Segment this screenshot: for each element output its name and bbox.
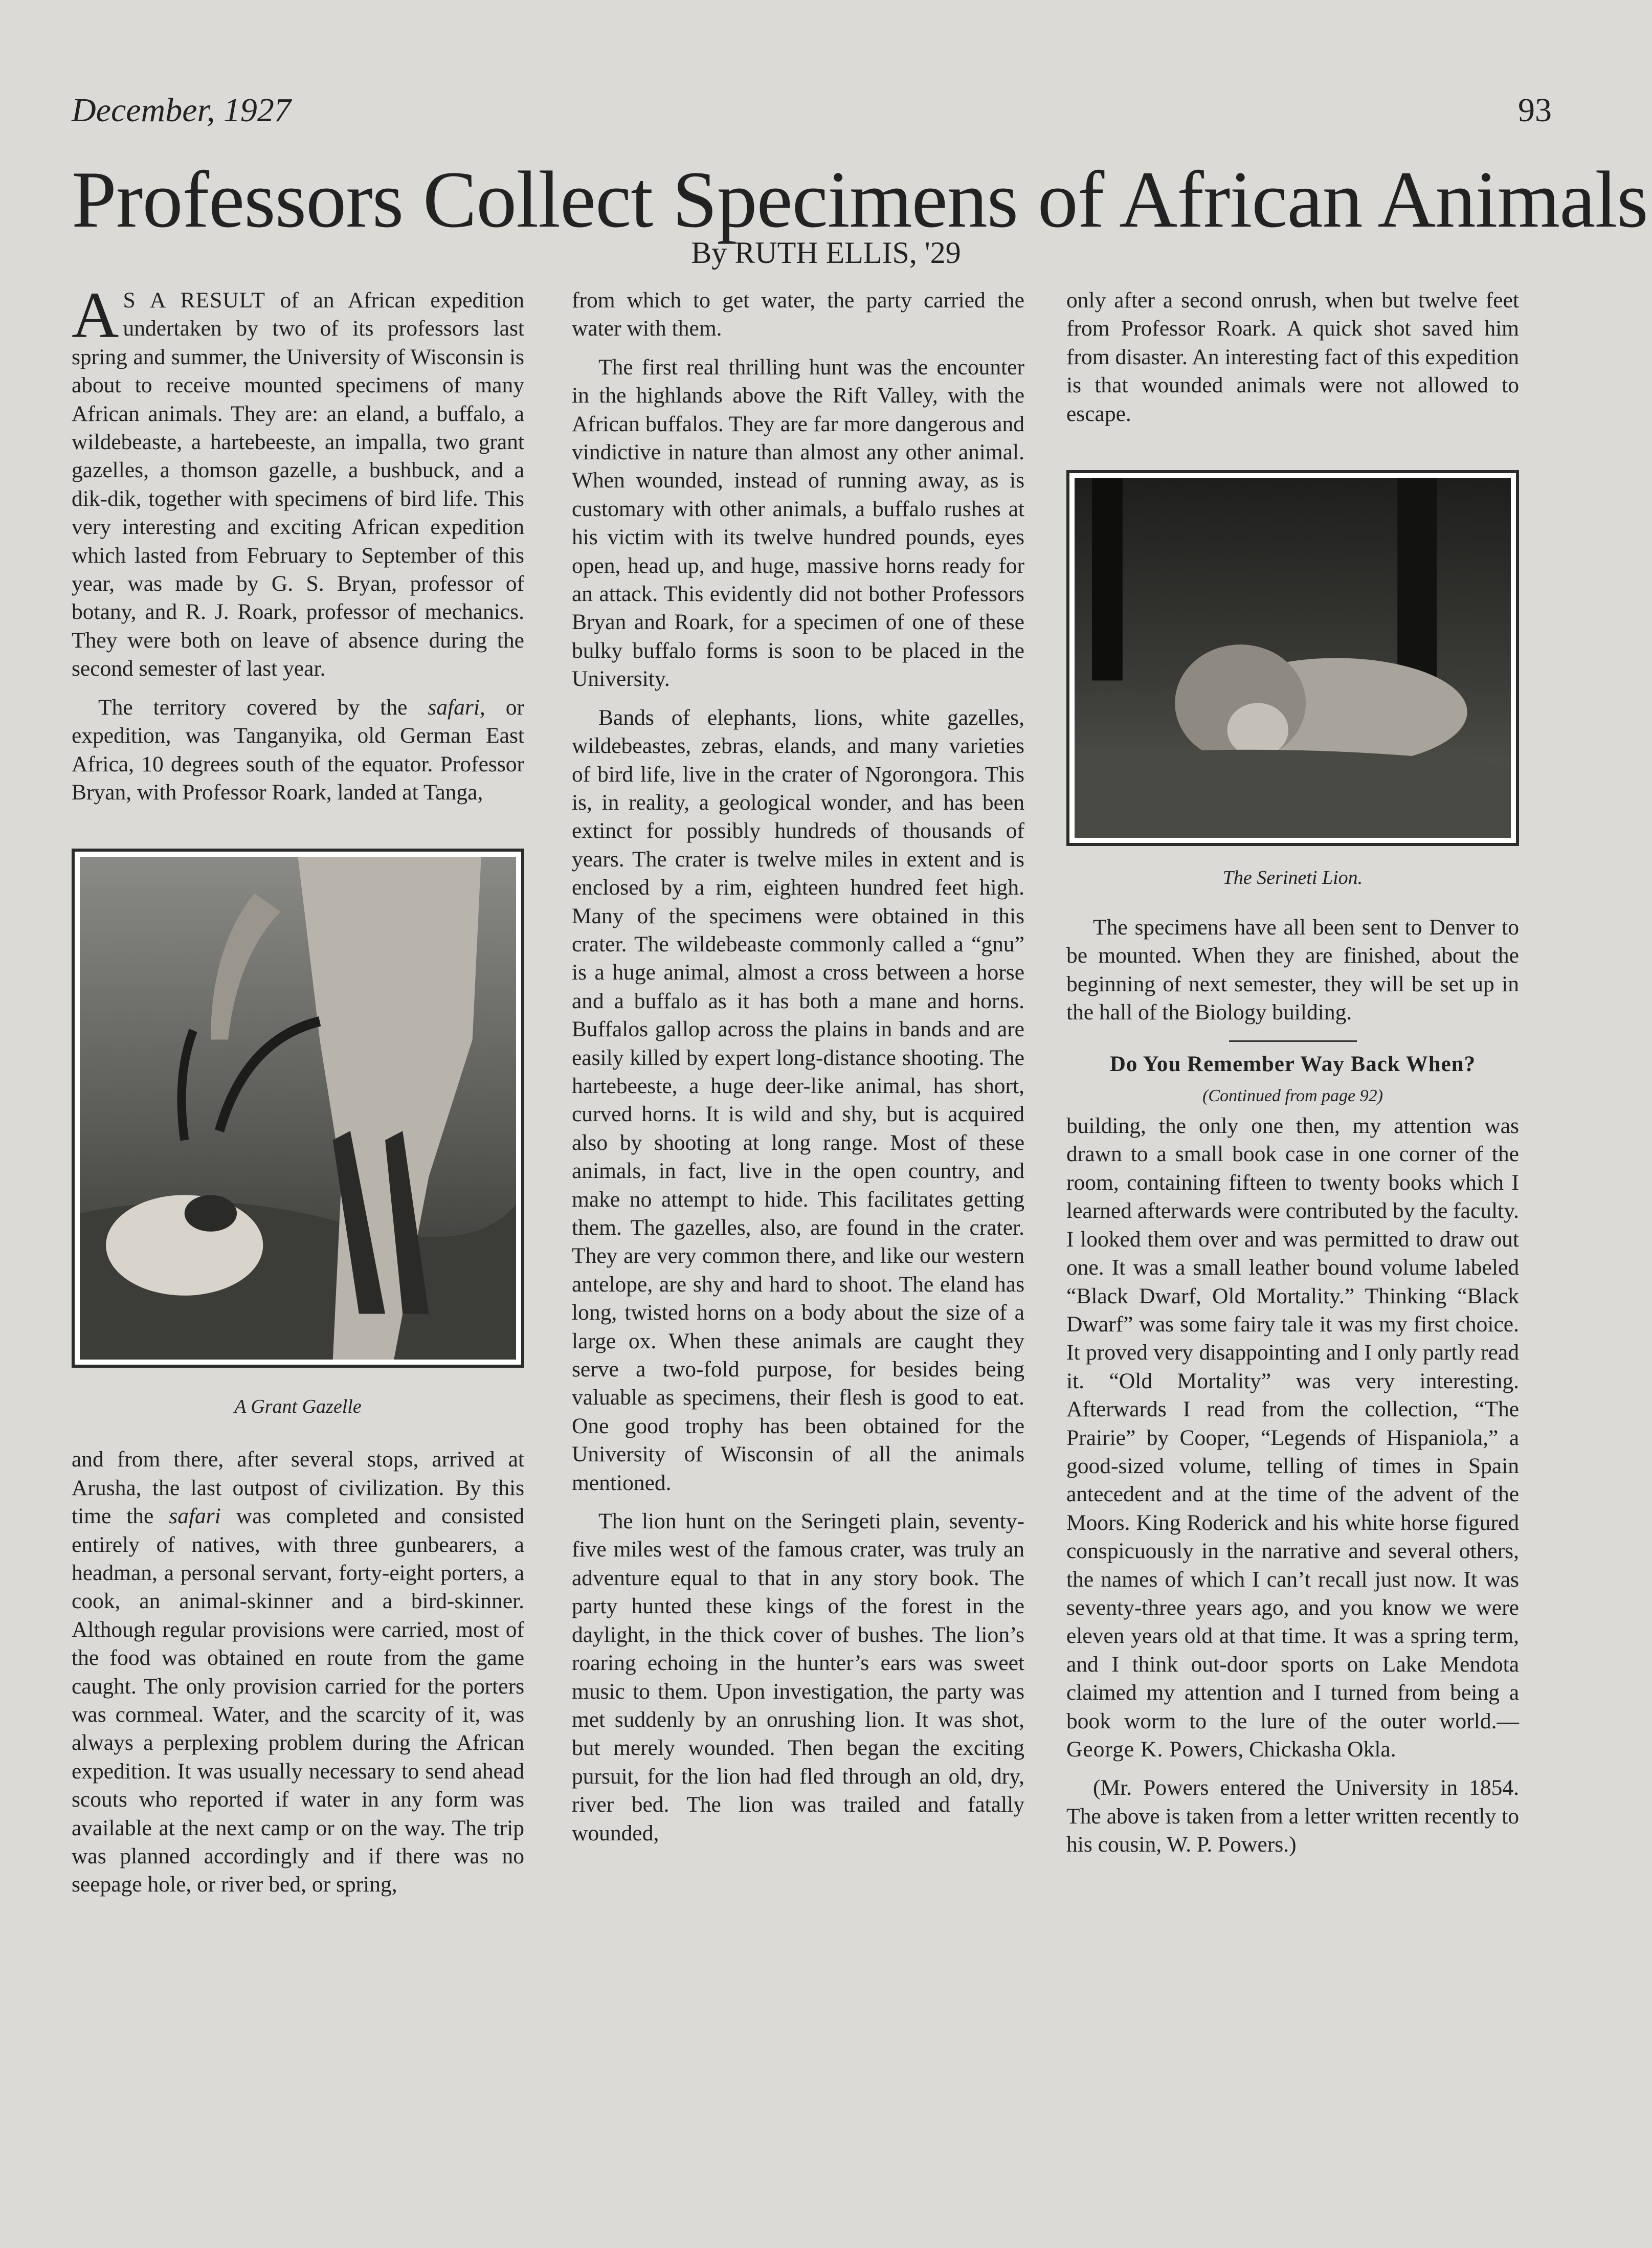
lead-in: S A RESULT [123, 288, 265, 313]
paragraph-lion-hunt: The lion hunt on the Seringeti plain, seventy-five miles west of the famous crater, was truly an adventure equal to that in any story book. The party hunted these kings of the forest in the daylight, in the thick cover of bushes. The lion’s roaring echoing in the hunter’s ears was sweet music to them. Upon investigation, the party was met suddenly by an onrushing lion. It was shot, but merely wounded. Then began the exciting pursuit, for the lion had fled through an old, dry, river bed. The lion was trailed and fatally wounded, [572, 1509, 1024, 1845]
paragraph-ngorongora-crater: Bands of elephants, lions, white gazelles, wildebeastes, zebras, elands, and many varieties of bird life, live in the crater of Ngorongora. This is, in reality, a geological wonder, and has been extinct for possibly hundreds of thousands of years. The crater is twelve miles in extent and is enclosed by a rim, eighteen hundred feet high. Many of the specimens were obtained in this crater. The wildebeaste commonly called a “gnu” is a huge animal, almost a cross between a horse and a buffalo as it has both a mane and horns. Buffalos gallop across the plains in bands and are easily killed by expert long-distance shooting. The hartebeeste, a huge deer-like animal, has short, curved horns. It is wild and shy, but is acquired also by shooting at long range. Most of these animals, in fact, live in the open country, and make no attempt to hide. This facilitates getting them. The gazelles, also, are found in the crater. They are very common there, and like our western antelope, are shy and hard to shoot. The eland has long, twisted horns on a body about the size of a large ox. When these animals are caught they serve a two-fold purpose, for besides being valuable as specimens, their flesh is good to eat. One good trophy has been obtained for the University of Wisconsin of all the animals mentioned. [572, 705, 1024, 1495]
column-3 [1066, 286, 1519, 1859]
issue-date: December, 1927 [72, 92, 291, 129]
lion-figure [1066, 470, 1519, 890]
paragraph-territory-continued: and from there, after several stops, arrived at Arusha, the last outpost of civilization. By this time the safari was completed and consisted entirely of natives, with three gunbearers, a headman, a personal servant, forty-eight porters, a cook, an animal-skinner and a bird-skinner. Although regular provisions were carried, most of the food was obtained en route from the game caught. The only provision carried for the porters was cornmeal. Water, and the scarcity of it, was always a perplexing problem during the African expedition. It was usually necessary to send ahead scouts who reported if water in any form was available at the next camp or on the way. The trip was planned accordingly and if there was no seepage hole, or river bed, or spring, [72, 1447, 524, 1897]
paragraph-specimens-mounted: The specimens have all been sent to Denver to be mounted. When they are finished, about the beginning of next semester, they will be set up in the hall of the Biology building. [1066, 915, 1519, 1025]
paragraph-water-continued: from which to get water, the party carried the water with them. [572, 288, 1024, 341]
letter-signature: George K. Powers [1066, 1737, 1238, 1762]
article-byline: By RUTH ELLIS, '29 [691, 236, 961, 270]
section-divider [1229, 1040, 1357, 1042]
paragraph-buffalo-hunt: The first real thrilling hunt was the encounter in the highlands above the Rift Valley, with the African buffalos. They are far more dangerous and vindictive in nature than almost any other animal. When wounded, instead of running away, as is customary with other animals, a buffalo rushes at his victim with its twelve hundred pounds, eyes open, head up, and huge, massive horns ready for an attack. This evidently did not bother Professors Bryan and Roark, for a specimen of one of these bulky buffalo forms is soon to be placed in the University. [572, 354, 1024, 692]
column-1 [72, 279, 524, 1899]
sidebar-heading: Do You Remember Way Back When? [1109, 1052, 1476, 1076]
paragraph-intro: A S A RESULT of an African expedition undertaken by two of its professors last spring and summer, the University of Wisconsin is about to receive mounted specimens of many African animals. They are: an eland, a buffalo, a wildebeaste, a hartebeeste, an impalla, two grant gazelles, a thomson gazelle, a bushbuck, and a dik-dik, together with specimens of bird life. This very interesting and exciting African expedition which lasted from February to September of this year, was made by G. S. Bryan, professor of botany, and R. J. Roark, professor of mechanics. They were both on leave of absence during the second semester of last year. [72, 279, 524, 681]
paragraph-lion-continued: only after a second onrush, when but twelve feet from Professor Roark. A quick shot saved him from disaster. An interesting fact of this expedition is that wounded animals were not allowed to escape. [1066, 288, 1519, 426]
column-2 [572, 286, 1024, 1848]
continued-note: (Continued from page 92) [1202, 1086, 1383, 1105]
paragraph-territory: The territory covered by the safari, or expedition, was Tanganyika, old German East Africa, 10 degrees south of the equator. Professor Bryan, with Professor Roark, landed at Tanga, [72, 695, 524, 805]
gazelle-caption: A Grant Gazelle [234, 1396, 362, 1418]
lion-caption: The Serineti Lion. [1222, 867, 1363, 889]
gazelle-figure [72, 849, 524, 1419]
sidebar-letter: building, the only one then, my attention was drawn to a small book case in one corner of the room, containing fifteen to twenty books which I learned afterwards were contributed by the faculty. I looked them over and was permitted to draw out one. It was a small leather bound volume labeled “Black Dwarf, Old Mortality.” Thinking “Black Dwarf” was some fairy tale it was my first choice. It proved very disappointing and I only partly read it. “Old Mortality” was very interesting. Afterwards I read from the collection, “The Prairie” by Cooper, “Legends of Hispaniola,” a good-sized volume, telling of times in Spain antecedent and at the time of the advent of the Moors. King Roderick and his white horse figured conspicuously in the narrative and several others, the names of which I can’t recall just now. It was seventy-three years ago, and you know we were eleven years old at that time. It was a spring term, and I think out-door sports on Lake Mendota claimed my attention and I turned from being a book worm to the lure of the outer world.—George K. Powers, Chickasha Okla. [1066, 1114, 1519, 1762]
article-title: Professors Collect Specimens of African Animals [72, 155, 1648, 244]
gazelle-photo [72, 849, 524, 1368]
lion-photo [1066, 470, 1519, 846]
sidebar-editor-note: (Mr. Powers entered the University in 1854. The above is taken from a letter written recently to his cousin, W. P. Powers.) [1066, 1775, 1519, 1857]
page-number: 93 [1518, 92, 1552, 129]
drop-cap: A [72, 279, 119, 351]
